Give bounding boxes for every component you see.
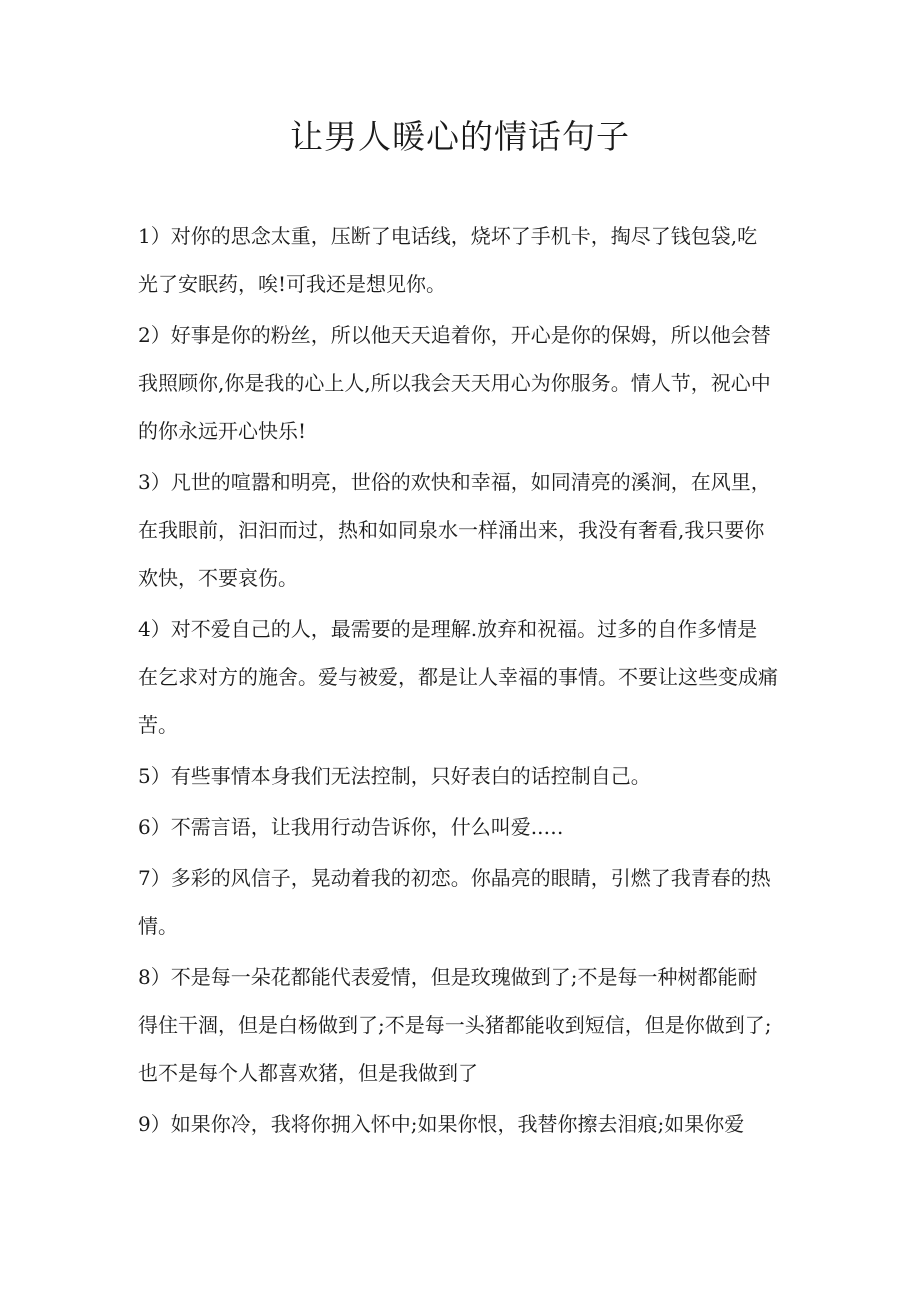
- text-line: 2）好事是你的粉丝，所以他天天追着你，开心是你的保姆，所以他会替: [138, 323, 771, 347]
- list-item: [138, 458, 788, 602]
- text-line: 7）多彩的风信子，晃动着我的初恋。你晶亮的眼睛，引燃了我青春的热: [138, 866, 771, 890]
- text-line: 情。: [138, 914, 178, 938]
- list-item: [138, 854, 788, 950]
- list-item: [138, 752, 788, 800]
- text-line: 3）凡世的喧嚣和明亮，世俗的欢快和幸福，如同清亮的溪涧，在风里，: [138, 470, 771, 494]
- text-line: 光了安眠药，唉!可我还是想见你。: [138, 272, 447, 296]
- list-item: [138, 212, 788, 308]
- text-line: 1）对你的思念太重，压断了电话线，烧坏了手机卡，掏尽了钱包袋,吃: [138, 224, 758, 248]
- document-title: 让男人暖心的情话句子: [290, 117, 630, 156]
- text-line: 4）对不爱自己的人，最需要的是理解.放弃和祝福。过多的自作多情是: [138, 617, 758, 641]
- list-item: [138, 803, 788, 851]
- text-line: 5）有些事情本身我们无法控制，只好表白的话控制自己。: [138, 764, 651, 788]
- list-item: [138, 311, 788, 455]
- text-line: 的你永远开心快乐!: [138, 419, 307, 443]
- list-item: [138, 605, 788, 749]
- text-line: 苦。: [138, 713, 178, 737]
- text-line: 也不是每个人都喜欢猪，但是我做到了: [138, 1061, 478, 1085]
- text-line: 在乞求对方的施舍。爱与被爱，都是让人幸福的事情。不要让这些变成痛: [138, 665, 778, 689]
- document-body: [138, 212, 788, 1151]
- text-line: 在我眼前，汩汩而过，热和如同泉水一样涌出来，我没有奢看,我只要你: [138, 518, 765, 542]
- text-line: 8）不是每一朵花都能代表爱情，但是玫瑰做到了;不是每一种树都能耐: [138, 965, 758, 989]
- text-line: 欢快，不要哀伤。: [138, 566, 298, 590]
- text-line: 我照顾你,你是我的心上人,所以我会天天用心为你服务。情人节，祝心中: [138, 371, 771, 395]
- text-line: 9）如果你冷，我将你拥入怀中;如果你恨，我替你擦去泪痕;如果你爱: [138, 1112, 745, 1136]
- list-item: [138, 953, 788, 1097]
- text-line: 6）不需言语，让我用行动告诉你，什么叫爱..…: [138, 815, 564, 839]
- list-item: [138, 1100, 788, 1148]
- text-line: 得住干涸，但是白杨做到了;不是每一头猪都能收到短信，但是你做到了;: [138, 1013, 772, 1037]
